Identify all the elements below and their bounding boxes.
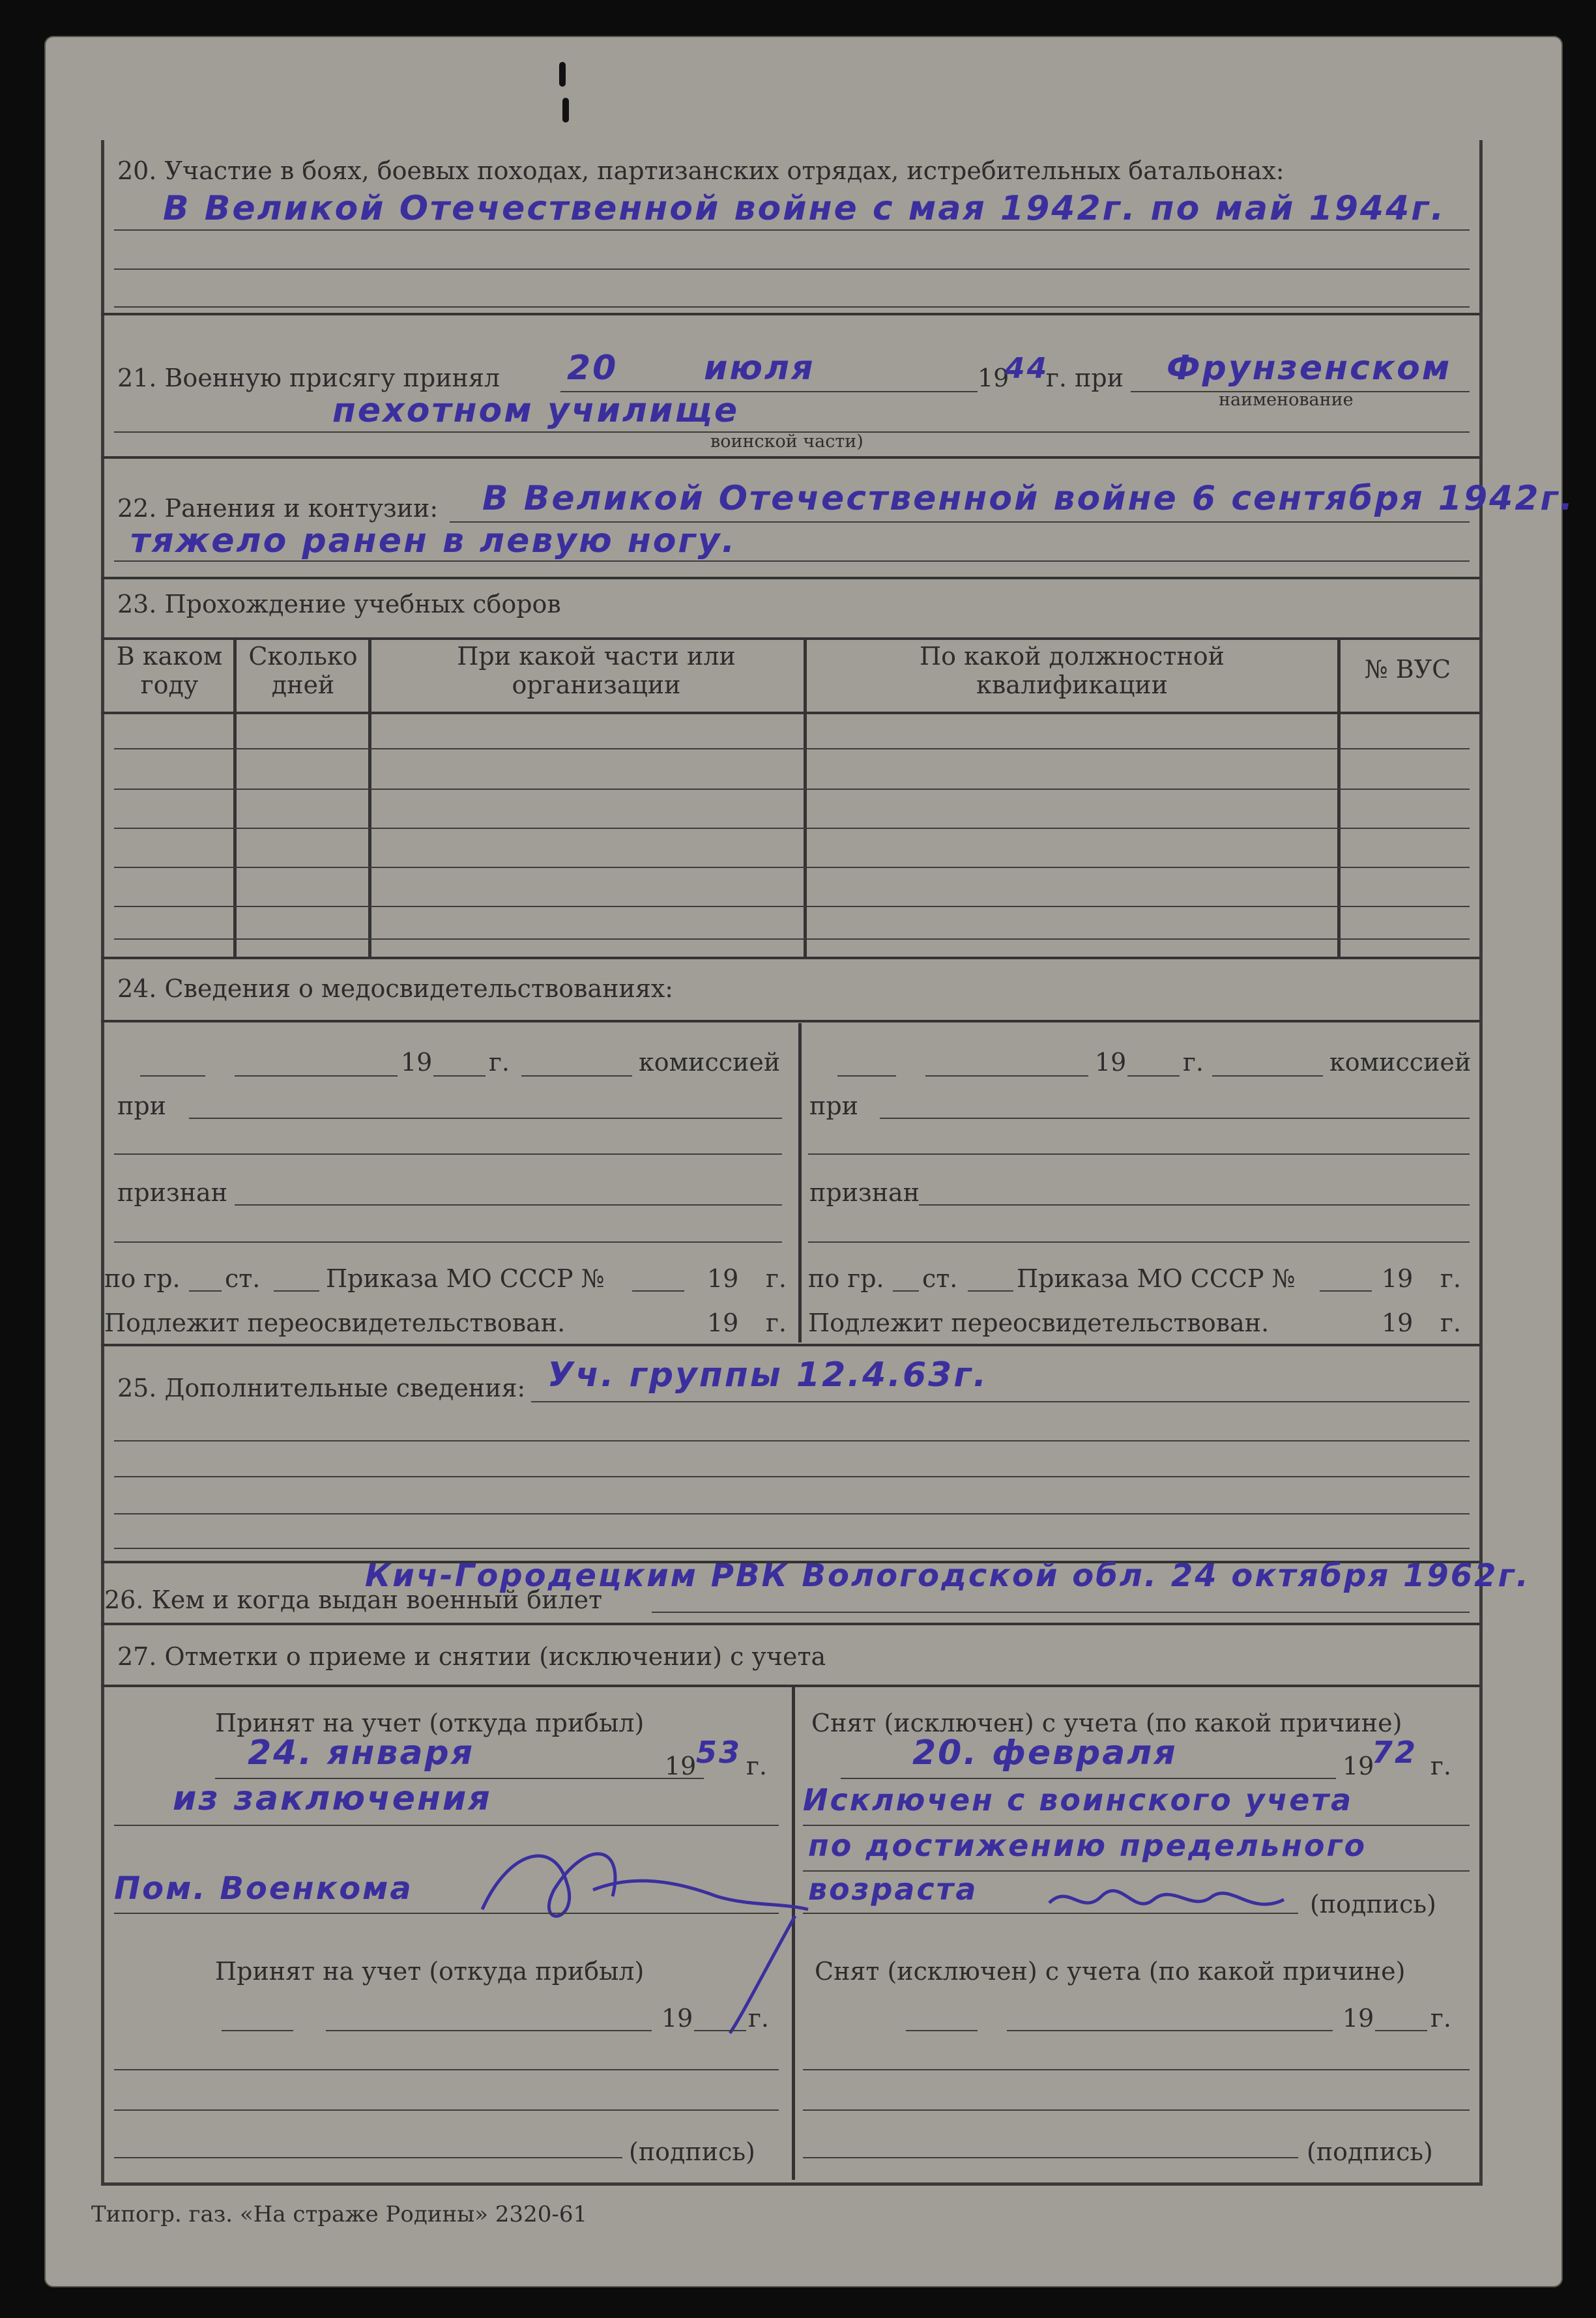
removed-reason-3: возраста [808,1872,978,1907]
med-right-year: 19 [1095,1048,1127,1077]
med-left-g3: г. [766,1309,787,1337]
med-right-commission: комиссией [1329,1048,1472,1077]
section-21-label: 21. Военную присягу принял [117,364,500,392]
oath-place: Фрунзенском [1167,349,1452,388]
removed-label-1: Снят (исключен) с учета (по какой причине) [811,1709,1402,1737]
med-left-g: г. [489,1048,510,1077]
signature-caption-right-2: (подпись) [1307,2137,1433,2166]
col-vus-header: № ВУС [1364,655,1451,684]
med-left-year2: 19 [707,1264,739,1293]
removed2-year: 19 [1342,2004,1374,2033]
removed-reason-1: Исключен с воинского учета [803,1782,1354,1818]
punch-hole [562,98,569,123]
med-left-st: ст. [225,1264,261,1293]
med-right-g2: г. [1440,1264,1461,1293]
med-right-reexam: Подлежит переосвидетельствован. [808,1309,1270,1337]
removed2-g: г. [1430,2004,1451,2033]
med-left-commission: комиссией [639,1048,781,1077]
accepted-date: 24. января [248,1733,475,1773]
accepted-label-2: Принят на учет (откуда прибыл) [215,1957,645,1986]
caption-name: наименование [1219,390,1354,410]
section-22-label: 22. Ранения и контузии: [117,494,439,523]
accepted-year: 53 [696,1735,742,1770]
accepted2-g: г. [748,2004,769,2033]
section-24-label: 24. Сведения о медосвидетельствованиях: [117,974,674,1003]
section-20-label: 20. Участие в боях, боевых походах, партизанских отрядах, истребительных батальонах: [117,156,1284,185]
oath-year-prefix: 19 [978,364,1009,392]
removed-signature [1043,1877,1290,1929]
caption-unit: воинской части) [710,431,863,452]
printer-imprint: Типогр. газ. «На страже Родины» 2320-61 [91,2201,588,2227]
section-26-label: 26. Кем и когда выдан военный билет [104,1586,603,1614]
accepted-sign-title: Пом. Военкома [114,1870,413,1907]
section-23-label: 23. Прохождение учебных сборов [117,590,561,618]
section-25-handwriting: Уч. группы 12.4.63г. [547,1355,989,1395]
med-left-prikaz: Приказа МО СССР № [326,1264,605,1293]
removed-g: г. [1430,1752,1451,1780]
oath-place2: пехотном училище [332,391,740,430]
section-25-label: 25. Дополнительные сведения: [117,1374,526,1402]
punch-hole [559,62,566,87]
oath-day: 20 [567,349,618,388]
col-days-header: Сколько дней [248,642,358,699]
removed-label-2: Снят (исключен) с учета (по какой причине) [815,1957,1406,1986]
oath-year: 44 [1005,352,1049,385]
col-qualification-header: По какой должностной квалификации [920,642,1225,699]
med-right-po-gr: по гр. [808,1264,884,1293]
wounds-line1: В Великой Отечественной войне 6 сентября 1942г. [482,479,1575,518]
signature-caption-left: (подпись) [629,2137,755,2166]
oath-month: июля [704,349,815,388]
accepted-label-1: Принят на учет (откуда прибыл) [215,1709,645,1737]
med-left-year3: 19 [707,1309,739,1337]
accepted-from: из заключения [173,1779,492,1818]
med-left-g2: г. [766,1264,787,1293]
med-left-po-gr: по гр. [104,1264,181,1293]
med-right-prikaz: Приказа МО СССР № [1017,1264,1296,1293]
med-left-priznan: признан [117,1178,228,1207]
col-unit-header: При какой части или организации [457,642,736,699]
med-right-pri: при [809,1092,858,1120]
med-right-st: ст. [922,1264,958,1293]
med-right-year3: 19 [1382,1309,1414,1337]
wounds-line2: тяжело ранен в левую ногу. [130,521,737,560]
med-right-g: г. [1183,1048,1204,1077]
removed-date: 20. февраля [912,1733,1178,1773]
removed-reason-2: по достижению предельного [808,1828,1367,1863]
section-27-label: 27. Отметки о приеме и снятии (исключении) с учета [117,1642,826,1671]
med-right-year2: 19 [1382,1264,1414,1293]
accepted2-year: 19 [661,2004,693,2033]
col-year-header: В каком году [116,642,223,699]
section-20-handwriting: В Великой Отечественной войне с мая 1942г. по май 1944г. [163,189,1446,228]
med-right-priznan: признан [809,1178,920,1207]
oath-g-pri: г. при [1046,364,1124,392]
med-left-pri: при [117,1092,166,1120]
med-left-year: 19 [401,1048,433,1077]
removed-year: 72 [1372,1735,1418,1770]
med-left-reexam: Подлежит переосвидетельствован. [104,1309,566,1337]
accepted-g: г. [746,1752,767,1780]
removed-year-prefix: 19 [1342,1752,1374,1780]
section-26-handwriting: Кич-Городецким РВК Вологодской обл. 24 октября 1962г. [365,1557,1530,1594]
signature-caption-right-1: (подпись) [1310,1890,1436,1919]
med-right-g3: г. [1440,1309,1461,1337]
accepted-year-prefix: 19 [665,1752,697,1780]
